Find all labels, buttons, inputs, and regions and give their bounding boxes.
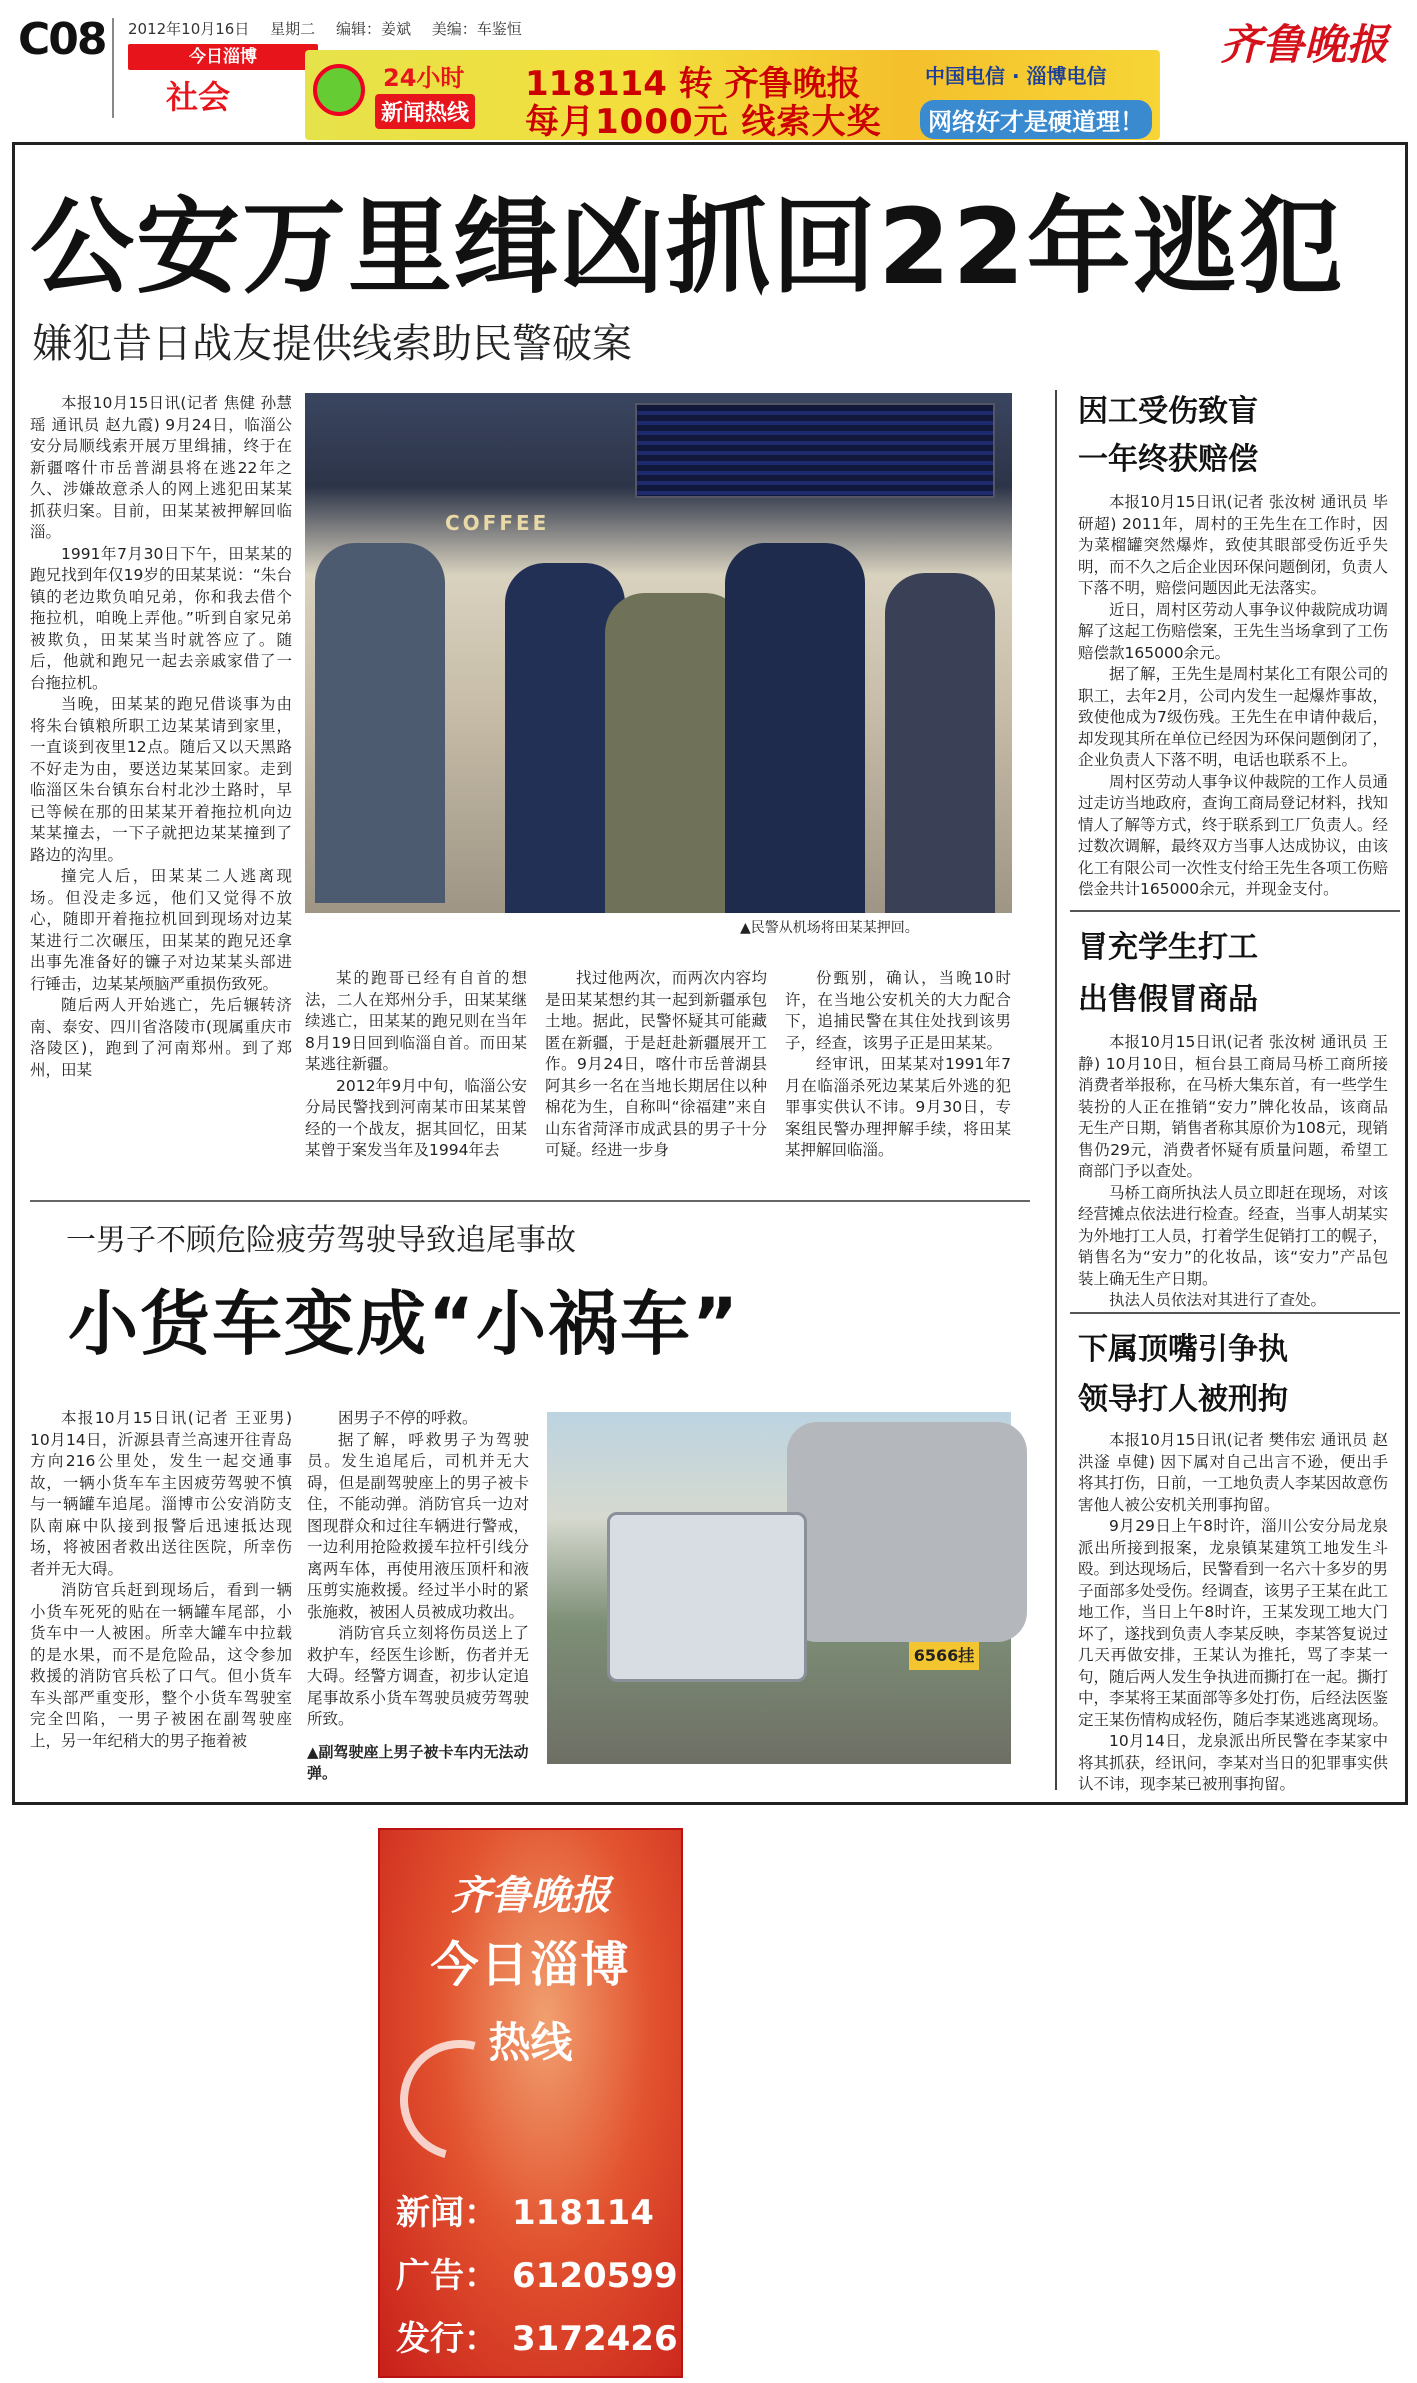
- issue-date: 2012年10月16日: [128, 20, 250, 38]
- sidebar-rule: [1070, 910, 1400, 912]
- story-2-headline: 小货车变成“小祸车”: [68, 1283, 741, 1365]
- sidebar-paragraph: 本报10月15日讯(记者 张汝树 通讯员 王静) 10月10日，桓台县工商局马桥工商所接消费者举报称，在马桥大集东首，有一些学生装扮的人正在推销“安力”牌化妆品，该商品无生产日期，销售者称其原价为108元，现销售仍29元，消费者怀疑有质量问题，希望工商部门予以查处。: [1078, 1033, 1389, 1180]
- sidebar-paragraph: 9月29日上午8时许，淄川公安分局龙泉派出所接到报案，龙泉镇某建筑工地发生斗殴。到达现场后，民警看到一名六十多岁的男子面部多处受伤。经调查，该男子王某在此工地工作，当日上午8时许，王某发现工地大门坏了，遂找到负责人李某反映，李某答复说过几天再做安排，王某认为推托，骂了李某一句，随后两人发生争执进而撕打在一起。撕打中，李某将王某面部等多处打伤，后经法医鉴定王某伤情构成轻伤，随后李某逃逃离现场。: [1078, 1517, 1389, 1729]
- header-meta: [128, 18, 538, 39]
- sidebar-story-3-title-line-1: 下属顶嘴引争执: [1078, 1332, 1288, 1367]
- lead-paragraph: 经审讯，田某某对1991年7月在临淄杀死边某某后外逃的犯罪事实供认不讳。9月30日，专案组民警办理押解手续，将田某某押解回临淄。: [785, 1055, 1011, 1159]
- ad-row-number: 6120599: [512, 2256, 678, 2296]
- banner-telecom: 中国电信 · 淄博电信: [925, 64, 1107, 88]
- lead-paragraph: 当晚，田某某的跑兄借谈事为由将朱台镇粮所职工边某某请到家里，一直谈到夜里12点。随后又以天黑路不好走为由，要送边某某回家。走到临淄区朱台镇东台村北沙土路时，早已等候在那的田某某开着拖拉机向边某某撞去，一下子就把边某某撞到了路边的沟里。: [30, 695, 292, 864]
- sidebar-story-2-title-line-1: 冒充学生打工: [1078, 930, 1258, 965]
- sidebar-paragraph: 本报10月15日讯(记者 樊伟宏 通讯员 赵洪滏 卓健) 因下属对自己出言不逊，便出手将其打伤，日前，一工地负责人李某因故意伤害他人被公安机关刑事拘留。: [1078, 1431, 1389, 1514]
- sidebar-paragraph: 执法人员依法对其进行了查处。: [1109, 1291, 1327, 1309]
- section-name: 社会: [166, 78, 231, 116]
- banner-slogan: 网络好才是硬道理！: [920, 100, 1152, 139]
- ad-row-number: 3172426: [512, 2319, 678, 2359]
- photo-figure: [725, 543, 865, 913]
- lead-headline: 公安万里缉凶抓回22年逃犯: [30, 186, 1345, 308]
- ad-masthead: 齐鲁晚报: [450, 1872, 611, 1919]
- section-pill: 今日淄博: [128, 44, 318, 70]
- story-2-column-2: [307, 1408, 529, 1740]
- sidebar-story-1-title-line-1: 因工受伤致盲: [1078, 394, 1258, 429]
- sidebar-paragraph: 近日，周村区劳动人事争议仲裁院成功调解了这起工伤赔偿案，王先生当场拿到了工伤赔偿款165000余元。: [1078, 600, 1389, 662]
- ad-news-line: [396, 2185, 654, 2234]
- hotline-banner-ad: [305, 50, 1160, 140]
- banner-hotline-label: 新闻热线: [375, 94, 475, 129]
- sidebar-story-2-body: [1078, 1032, 1389, 1309]
- lead-paragraph: 本报10月15日讯(记者 焦健 孙慧瑶 通讯员 赵九霞) 9月24日，临淄公安分局顺线索开展万里缉捕，终于在新疆喀什市岳普湖县将在逃22年之久、涉嫌故意杀人的网上逃犯田某某抓获归案。目前，田某某被押解回临淄。: [30, 394, 292, 541]
- lead-paragraph: 1991年7月30日下午，田某某的跑兄找到年仅19岁的田某某说：“朱台镇的老边欺负咱兄弟，你和我去借个拖拉机，咱晚上弄他。”听到自家兄弟被欺负，田某某当时就答应了。随后，他就和跑兄一起去亲戚家借了一台拖拉机。: [30, 544, 292, 692]
- story-2-column-1: [30, 1408, 292, 1788]
- sidebar-story-3-body: [1078, 1430, 1388, 1792]
- sidebar-paragraph: 据了解，王先生是周村某化工有限公司的职工，去年2月，公司内发生一起爆炸事故，致使他成为7级伤残。王先生在申请仲裁后，却发现其所在单位已经因为环保问题倒闭了，企业负责人下落不明，电话也联系不上。: [1078, 665, 1389, 769]
- alarm-clock-icon: [313, 64, 365, 116]
- ad-row-label: 广告：: [396, 2256, 498, 2296]
- lead-column-1: [30, 393, 292, 1133]
- ad-row-number: 118114: [512, 2193, 654, 2233]
- sidebar-story-1-title-line-2: 一年终获赔偿: [1078, 442, 1258, 477]
- banner-hours: 24小时: [383, 64, 465, 92]
- license-plate: 6566挂: [909, 1642, 979, 1670]
- story-2-paragraph: 本报10月15日讯(记者 王亚男) 10月14日，沂源县青兰高速开往青岛方向216公里处，发生一起交通事故，一辆小货车车主因疲劳驾驶不慎与一辆罐车追尾。淄博市公安消防支队南麻中队接到报警后迅速抵达现场，将被困者救出送往医院，所幸伤者并无大碍。: [30, 1409, 292, 1578]
- story-2-rule: [30, 1200, 1030, 1202]
- sidebar-paragraph: 马桥工商所执法人员立即赶在现场，对该经营摊点依法进行检查。经查，当事人胡某实为外地打工人员，打着学生促销打工的幌子，销售名为“安力”的化妆品，该“安力”产品包装上确无生产日期。: [1078, 1183, 1389, 1288]
- story-2-paragraph: 困男子不停的呼救。: [338, 1409, 478, 1427]
- lead-subheadline: 嫌犯昔日战友提供线索助民警破案: [32, 321, 632, 367]
- lead-paragraph: 撞完人后，田某某二人逃离现场。但没走多远，他们又觉得不放心，随即开着拖拉机回到现场对边某某进行二次碾压，田某某的跑兄还拿出事先准备好的镰子对边某某头部进行锤击，边某某颅脑严重损伤致死。: [30, 867, 292, 993]
- story-2-kicker: 一男子不顾危险疲劳驾驶导致追尾事故: [66, 1223, 576, 1258]
- story-2-photo-caption: ▲副驾驶座上男子被卡车内无法动弹。: [307, 1743, 529, 1782]
- lead-paragraph: 份甄别，确认，当晚10时许，在当地公安机关的大力配合下，追捕民警在其住处找到该男子，经查，该男子正是田某某。: [785, 969, 1011, 1052]
- sidebar-rule: [1070, 1312, 1400, 1314]
- photo-figure: [605, 593, 745, 913]
- ad-distribution-line: [396, 2311, 678, 2360]
- sidebar-story-3-title-line-2: 领导打人被刑拘: [1078, 1382, 1288, 1417]
- editor-credit: 编辑：姜斌: [335, 20, 411, 38]
- photo-figure: [315, 543, 445, 903]
- lead-paragraph: 某的跑哥已经有自首的想法，二人在郑州分手，田某某继续逃亡，田某某的跑兄则在当年8月19日回到临淄自首。而田某某逃往新疆。: [305, 969, 527, 1073]
- story-2-paragraph: 据了解，呼救男子为驾驶员。发生追尾后，司机并无大碍，但是副驾驶座上的男子被卡住，不能动弹。消防官兵一边对图现群众和过往车辆进行警戒，一边利用抢险救援车拉杆引线分离两车体，再使用液压顶杆和液压剪实施救援。经过半小时的紧张施救，被困人员被成功救出。: [307, 1430, 529, 1621]
- designer-credit: 美编：车鉴恒: [431, 20, 522, 38]
- lead-column-3: [545, 968, 767, 1159]
- photo-figure: [885, 573, 995, 913]
- ad-advert-line: [396, 2248, 678, 2297]
- ad-row-label: 新闻：: [396, 2193, 498, 2233]
- sidebar-paragraph: 本报10月15日讯(记者 张汝树 通讯员 毕研超) 2011年，周村的王先生在工作时，因为菜榴罐突然爆炸，致使其眼部受伤近乎失明，而不久之后企业因环保问题倒闭，负责人下落不明，赔偿问题因此无法落实。: [1078, 493, 1389, 597]
- sidebar-story-1-body: [1078, 492, 1388, 902]
- banner-line-1: 118114 转 齐鲁晚报: [525, 64, 861, 104]
- newspaper-masthead: 齐鲁晚报: [1220, 20, 1389, 69]
- lead-photo-caption: ▲民警从机场将田某某押回。: [740, 920, 919, 936]
- lead-paragraph: 找过他两次，而两次内容均是田某某想约其一起到新疆承包土地。据此，民警怀疑其可能藏匿在新疆，于是赶赴新疆展开工作。9月24日，喀什市岳普湖县阿其乡一名在当地长期居住以种棉花为生，自称叫“徐福建”来自山东省菏泽市成武县的男子十分可疑。经进一步身: [545, 969, 767, 1159]
- lead-paragraph: 2012年9月中旬，临淄公安分局民警找到河南某市田某某曾经的一个战友，据其回忆，田某某曾于案发当年及1994年去: [305, 1076, 527, 1159]
- page-number: C08: [18, 14, 106, 65]
- header-divider: [112, 18, 114, 118]
- crushed-pickup-truck: [607, 1512, 807, 1682]
- banner-line-2: 每月1000元 线索大奖: [525, 102, 882, 142]
- tanker-truck: [787, 1422, 1027, 1642]
- truck-collision-photo: [547, 1412, 1011, 1764]
- airport-arrest-photo: [305, 393, 1012, 913]
- sidebar-story-2-title-line-2: 出售假冒商品: [1078, 982, 1258, 1017]
- story-2-paragraph: 消防官兵赶到现场后，看到一辆小货车死死的贴在一辆罐车尾部，小货车中一人被困。所幸大罐车中拉载的是水果，而不是危险品，这令参加救援的消防官兵松了口气。但小货车车头部严重变形，整个小货车驾驶室完全凹陷，一男子被困在副驾驶座上，另一年纪稍大的男子拖着被: [30, 1581, 292, 1750]
- lead-column-4: [785, 968, 1011, 1159]
- ad-row-label: 发行：: [396, 2319, 498, 2359]
- departure-board: [635, 403, 995, 498]
- coffee-sign: COFFEE: [445, 511, 550, 535]
- lead-column-2: [305, 968, 527, 1159]
- lead-paragraph: 随后两人开始逃亡，先后辗转济南、泰安、四川省洛陵市(现属重庆市洛陵区)，跑到了河南郑州。到了郑州，田某: [30, 996, 292, 1079]
- ad-section-name: 今日淄博: [430, 1937, 631, 1993]
- story-2-paragraph: 消防官兵立刻将伤员送上了救护车，经医生诊断，伤者并无大碍。经警方调查，初步认定追尾事故系小货车驾驶员疲劳驾驶所致。: [307, 1624, 529, 1728]
- hotline-ad: [378, 1828, 683, 2378]
- issue-weekday: 星期二: [270, 20, 316, 38]
- sidebar-divider: [1055, 390, 1057, 1790]
- sidebar-paragraph: 周村区劳动人事争议仲裁院的工作人员通过走访当地政府，查询工商局登记材料，找知情人了解等方式，终于联系到工厂负责人。经过数次调解，最终双方当事人达成协议，由该化工有限公司一次性支付给王先生各项工伤赔偿金共计165000余元，并现金支付。: [1078, 772, 1389, 898]
- ad-hotline-label: 热线: [488, 2018, 573, 2067]
- sidebar-paragraph: 10月14日，龙泉派出所民警在李某家中将其抓获，经讯问，李某对当日的犯罪事实供认不讳，现李某已被刑事拘留。: [1078, 1732, 1389, 1793]
